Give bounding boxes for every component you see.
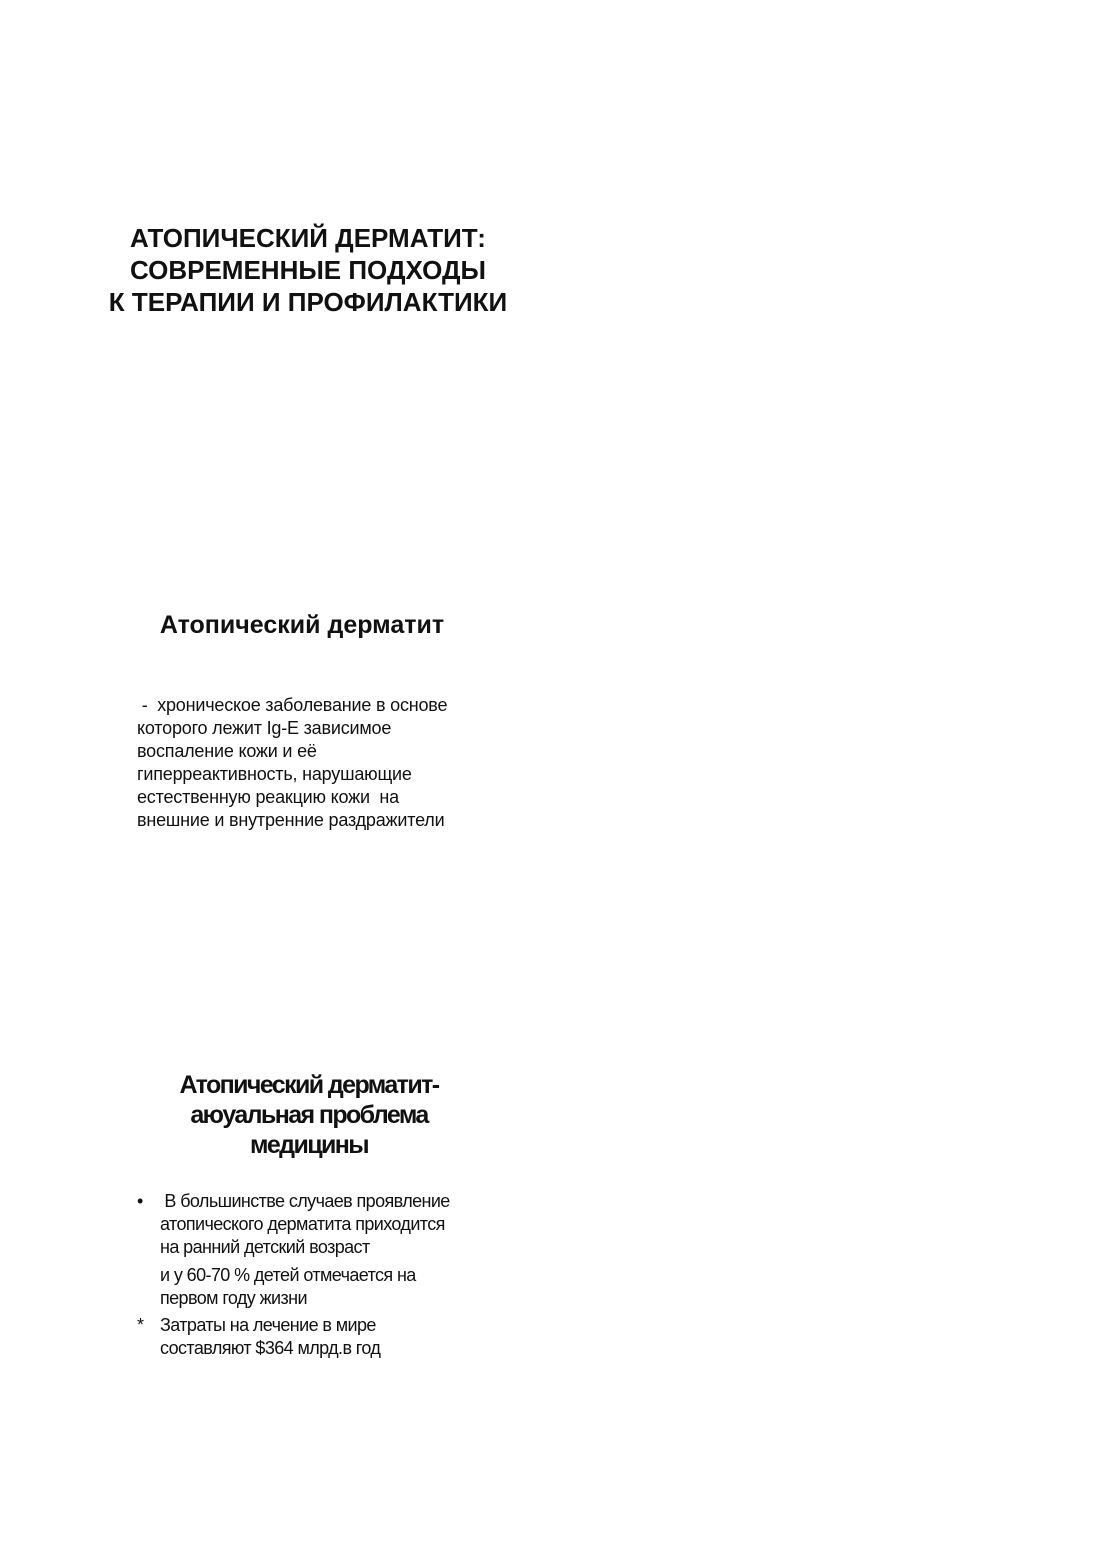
bullet-marker: •: [137, 1191, 143, 1211]
bullet-line: и у 60-70 % детей отмечается на: [160, 1265, 416, 1285]
bullet-line: Затраты на лечение в мире: [160, 1315, 376, 1335]
definition-line: гиперреактивность, нарушающие: [137, 764, 412, 784]
bullet-line: первом году жизни: [160, 1288, 307, 1308]
bullet-list: [137, 1190, 450, 1360]
bullet-line: атопического дерматита приходится: [160, 1214, 445, 1234]
list-item: [137, 1190, 450, 1310]
title-slide: [0, 222, 620, 318]
relevance-title-line: аюуальная проблема: [190, 1101, 428, 1129]
definition-line: естественную реакцию кожи на: [137, 787, 399, 807]
bullet-line: составляют $364 млрд.в год: [160, 1338, 381, 1358]
definition-line: которого лежит Ig-E зависимое: [137, 718, 392, 738]
bullet-line: на ранний детский возраст: [160, 1237, 370, 1257]
relevance-title-line: Атопический дерматит-: [179, 1071, 439, 1099]
definition-line: воспаление кожи и её: [137, 741, 317, 761]
definition-line: внешние и внутренние раздражители: [137, 810, 445, 830]
main-title-line: К ТЕРАПИИ И ПРОФИЛАКТИКИ: [108, 287, 508, 317]
relevance-slide: [0, 1070, 620, 1358]
definition-line: - хроническое заболевание в основе: [137, 695, 448, 715]
relevance-title: [0, 1070, 618, 1160]
relevance-title-line: медицины: [249, 1131, 369, 1159]
bullet-line: В большинстве случаев проявление: [160, 1191, 450, 1211]
definition-slide: [0, 610, 620, 830]
list-item: [137, 1314, 450, 1360]
definition-title: Атопический дерматит: [159, 611, 445, 639]
main-title-line: СОВРЕМЕННЫЕ ПОДХОДЫ: [129, 255, 486, 285]
definition-text: [137, 694, 447, 832]
main-title-line: АТОПИЧЕСКИЙ ДЕРМАТИТ:: [130, 223, 486, 253]
bullet-marker: *: [137, 1315, 144, 1335]
main-title: [0, 222, 616, 318]
